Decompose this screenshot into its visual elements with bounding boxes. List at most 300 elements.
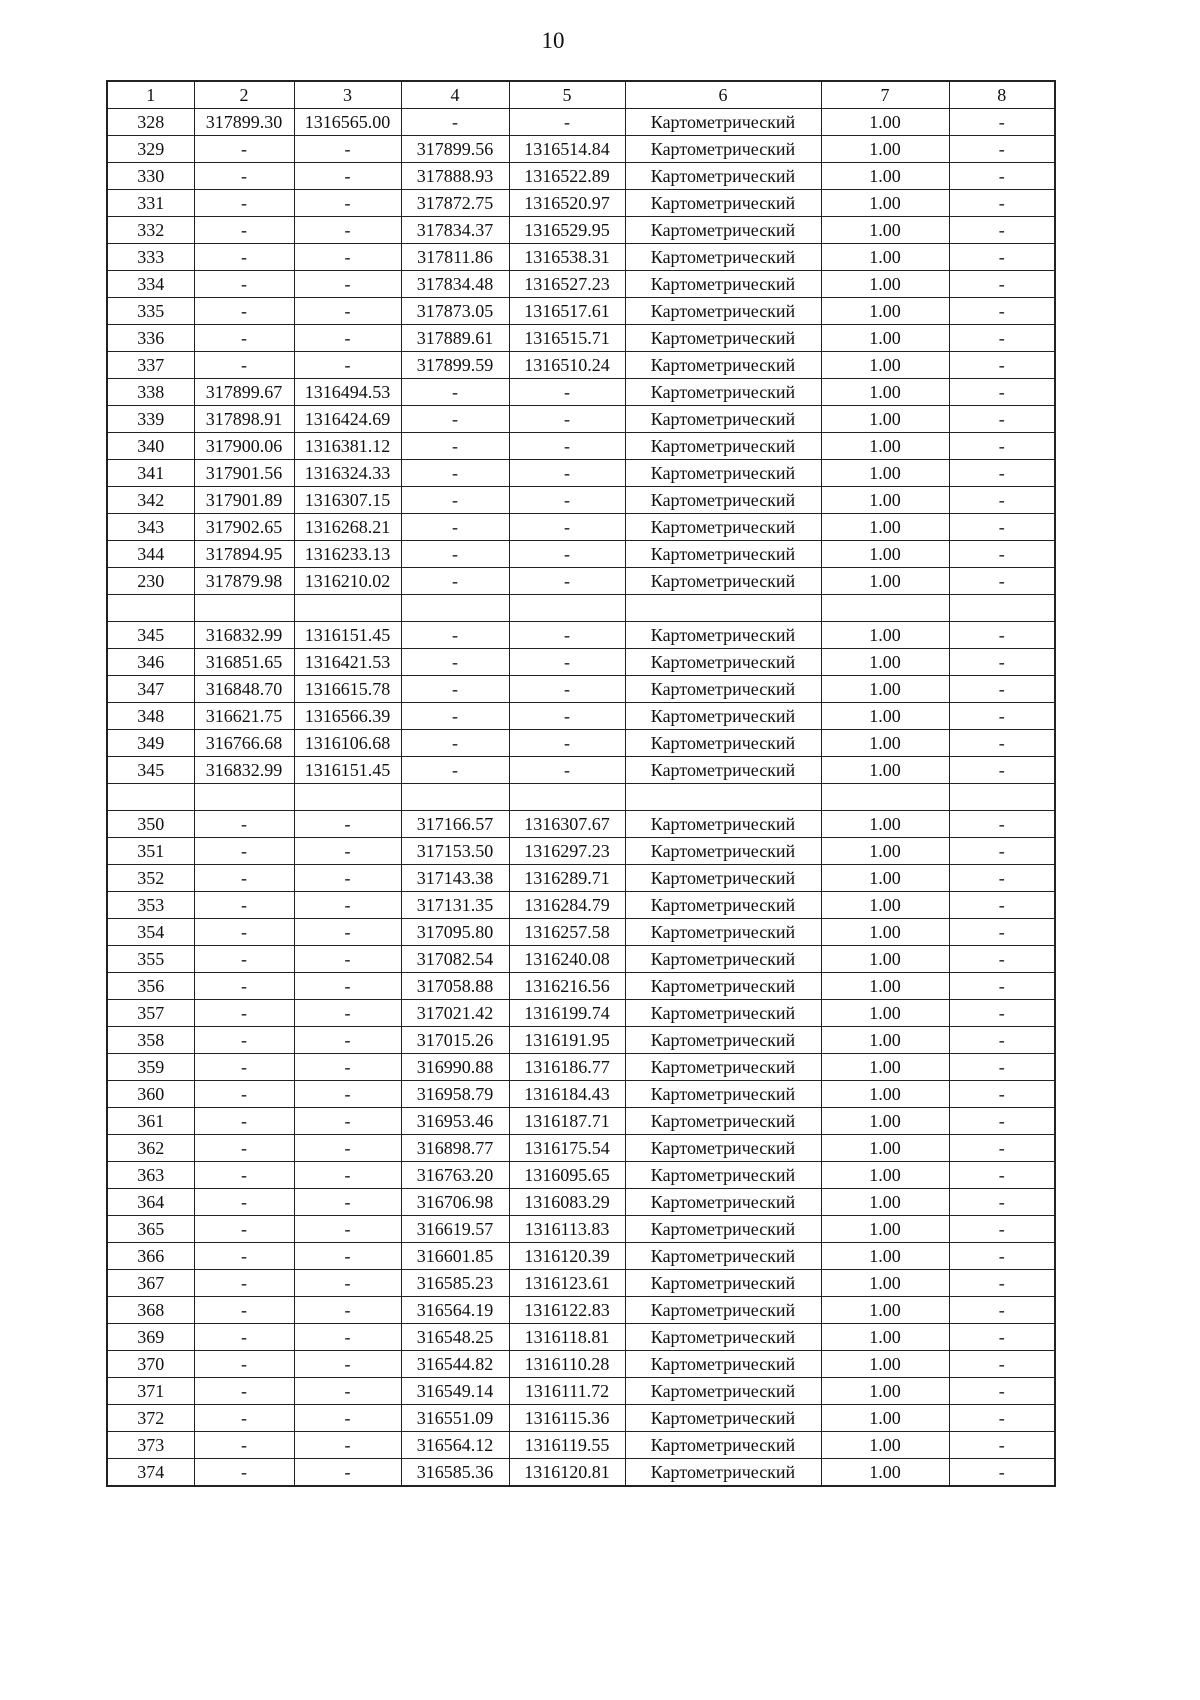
table-cell: - xyxy=(949,1378,1055,1405)
table-cell xyxy=(821,595,949,622)
table-cell: - xyxy=(194,1216,294,1243)
table-cell: Картометрический xyxy=(625,325,821,352)
table-cell: 332 xyxy=(107,217,194,244)
table-cell: - xyxy=(194,1081,294,1108)
table-cell: Картометрический xyxy=(625,1027,821,1054)
table-cell: 1316083.29 xyxy=(509,1189,625,1216)
table-cell: - xyxy=(294,1000,401,1027)
table-cell: 316544.82 xyxy=(401,1351,509,1378)
table-row xyxy=(107,1081,1055,1108)
table-cell: 317021.42 xyxy=(401,1000,509,1027)
table-cell xyxy=(107,595,194,622)
table-cell: - xyxy=(194,1189,294,1216)
table-cell: 1.00 xyxy=(821,541,949,568)
table-cell: 355 xyxy=(107,946,194,973)
table-row xyxy=(107,811,1055,838)
table-cell: 1316175.54 xyxy=(509,1135,625,1162)
table-cell: 1316520.97 xyxy=(509,190,625,217)
table-cell: 1316113.83 xyxy=(509,1216,625,1243)
table-row xyxy=(107,271,1055,298)
table-row xyxy=(107,1324,1055,1351)
table-cell: - xyxy=(194,1432,294,1459)
table-cell: Картометрический xyxy=(625,379,821,406)
table-cell: 316548.25 xyxy=(401,1324,509,1351)
table-cell: 343 xyxy=(107,514,194,541)
table-cell: Картометрический xyxy=(625,487,821,514)
table-cell: Картометрический xyxy=(625,514,821,541)
table-cell: - xyxy=(949,838,1055,865)
table-body xyxy=(107,81,1055,1486)
table-cell xyxy=(821,784,949,811)
table-cell: - xyxy=(194,1351,294,1378)
table-cell: 354 xyxy=(107,919,194,946)
table-cell: - xyxy=(294,163,401,190)
table-cell: 317899.67 xyxy=(194,379,294,406)
table-cell: 1316186.77 xyxy=(509,1054,625,1081)
table-cell: - xyxy=(294,271,401,298)
table-cell xyxy=(949,595,1055,622)
table-cell: 317900.06 xyxy=(194,433,294,460)
table-cell: 1.00 xyxy=(821,1189,949,1216)
table-cell: - xyxy=(194,1054,294,1081)
table-row xyxy=(107,1027,1055,1054)
table-row xyxy=(107,163,1055,190)
table-cell: Картометрический xyxy=(625,676,821,703)
table-cell: Картометрический xyxy=(625,703,821,730)
table-cell: 317058.88 xyxy=(401,973,509,1000)
table-cell: 370 xyxy=(107,1351,194,1378)
table-cell: 1316122.83 xyxy=(509,1297,625,1324)
table-cell: - xyxy=(401,379,509,406)
table-cell: 1316199.74 xyxy=(509,1000,625,1027)
table-cell: Картометрический xyxy=(625,1432,821,1459)
table-cell: - xyxy=(509,109,625,136)
table-cell: - xyxy=(294,1027,401,1054)
table-cell: - xyxy=(294,1297,401,1324)
table-cell: 316564.12 xyxy=(401,1432,509,1459)
table-row xyxy=(107,217,1055,244)
table-cell: - xyxy=(509,757,625,784)
table-cell: 344 xyxy=(107,541,194,568)
table-cell: 1316115.36 xyxy=(509,1405,625,1432)
table-cell: - xyxy=(294,1243,401,1270)
table-cell: Картометрический xyxy=(625,1270,821,1297)
table-cell: - xyxy=(194,973,294,1000)
table-cell: - xyxy=(949,1189,1055,1216)
table-cell: 1.00 xyxy=(821,1108,949,1135)
table-cell: 316953.46 xyxy=(401,1108,509,1135)
table-row xyxy=(107,109,1055,136)
table-cell: 316564.19 xyxy=(401,1297,509,1324)
table-cell: 1316297.23 xyxy=(509,838,625,865)
table-cell: 365 xyxy=(107,1216,194,1243)
table-cell: - xyxy=(949,1459,1055,1487)
table-cell: 1.00 xyxy=(821,1459,949,1487)
table-cell: 1.00 xyxy=(821,244,949,271)
table-cell: Картометрический xyxy=(625,1135,821,1162)
table-cell: 317095.80 xyxy=(401,919,509,946)
table-cell: 317899.30 xyxy=(194,109,294,136)
table-cell: 333 xyxy=(107,244,194,271)
table-cell: - xyxy=(949,1243,1055,1270)
header-cell: 2 xyxy=(194,81,294,109)
table-cell: - xyxy=(949,1135,1055,1162)
table-cell: Картометрический xyxy=(625,298,821,325)
table-cell: 316585.36 xyxy=(401,1459,509,1487)
table-cell: - xyxy=(294,1081,401,1108)
table-row xyxy=(107,1459,1055,1487)
table-cell: - xyxy=(194,865,294,892)
table-cell: 1316110.28 xyxy=(509,1351,625,1378)
table-cell: - xyxy=(294,1108,401,1135)
table-cell: 346 xyxy=(107,649,194,676)
table-cell: - xyxy=(949,1162,1055,1189)
table-cell: 1.00 xyxy=(821,1162,949,1189)
table-cell: - xyxy=(194,1324,294,1351)
table-cell: - xyxy=(294,298,401,325)
table-cell: - xyxy=(194,352,294,379)
table-cell: 1316123.61 xyxy=(509,1270,625,1297)
table-row xyxy=(107,1243,1055,1270)
table-cell: - xyxy=(949,1270,1055,1297)
table-cell: 348 xyxy=(107,703,194,730)
table-cell: 317153.50 xyxy=(401,838,509,865)
separator-row xyxy=(107,784,1055,811)
table-cell: - xyxy=(949,136,1055,163)
table-cell: - xyxy=(949,352,1055,379)
table-cell: - xyxy=(949,190,1055,217)
table-cell: - xyxy=(949,811,1055,838)
table-cell: - xyxy=(949,379,1055,406)
table-cell: Картометрический xyxy=(625,865,821,892)
table-row xyxy=(107,487,1055,514)
table-cell: - xyxy=(509,487,625,514)
table-cell: 373 xyxy=(107,1432,194,1459)
table-cell: Картометрический xyxy=(625,433,821,460)
table-cell: - xyxy=(949,109,1055,136)
table-cell: - xyxy=(294,352,401,379)
table-cell: 317015.26 xyxy=(401,1027,509,1054)
table-cell: 317143.38 xyxy=(401,865,509,892)
table-cell: Картометрический xyxy=(625,946,821,973)
table-cell: 1.00 xyxy=(821,163,949,190)
table-cell: 316763.20 xyxy=(401,1162,509,1189)
table-cell: 350 xyxy=(107,811,194,838)
table-row xyxy=(107,1405,1055,1432)
table-cell: Картометрический xyxy=(625,136,821,163)
table-cell: Картометрический xyxy=(625,1000,821,1027)
table-cell: - xyxy=(509,514,625,541)
table-cell: 1.00 xyxy=(821,730,949,757)
table-row xyxy=(107,190,1055,217)
table-cell: 316601.85 xyxy=(401,1243,509,1270)
table-cell: 356 xyxy=(107,973,194,1000)
table-cell: 317901.89 xyxy=(194,487,294,514)
table-cell: 316832.99 xyxy=(194,757,294,784)
table-cell: 1316151.45 xyxy=(294,757,401,784)
table-cell: 369 xyxy=(107,1324,194,1351)
table-row xyxy=(107,1351,1055,1378)
table-cell: - xyxy=(949,568,1055,595)
table-cell: - xyxy=(194,1135,294,1162)
table-cell: 317899.59 xyxy=(401,352,509,379)
table-cell: 359 xyxy=(107,1054,194,1081)
table-row xyxy=(107,1378,1055,1405)
table-cell: 366 xyxy=(107,1243,194,1270)
table-cell: - xyxy=(194,946,294,973)
table-cell: - xyxy=(294,973,401,1000)
table-cell: - xyxy=(294,1324,401,1351)
table-cell: - xyxy=(401,460,509,487)
table-cell: 317873.05 xyxy=(401,298,509,325)
table-cell: 1.00 xyxy=(821,1135,949,1162)
table-cell: - xyxy=(294,1162,401,1189)
table-cell: - xyxy=(509,379,625,406)
table-cell: - xyxy=(949,703,1055,730)
table-cell: - xyxy=(949,1324,1055,1351)
table-cell: 1.00 xyxy=(821,1243,949,1270)
table-row xyxy=(107,406,1055,433)
table-cell: - xyxy=(194,1297,294,1324)
table-cell: - xyxy=(401,703,509,730)
table-cell: 316848.70 xyxy=(194,676,294,703)
table-cell: - xyxy=(401,622,509,649)
table-row xyxy=(107,1162,1055,1189)
table-cell: - xyxy=(509,622,625,649)
table-cell: - xyxy=(509,541,625,568)
table-row xyxy=(107,244,1055,271)
table-cell: - xyxy=(401,568,509,595)
separator-row xyxy=(107,595,1055,622)
table-cell: Картометрический xyxy=(625,109,821,136)
table-row xyxy=(107,649,1055,676)
table-cell: 1316284.79 xyxy=(509,892,625,919)
table-row xyxy=(107,433,1055,460)
table-cell: Картометрический xyxy=(625,1324,821,1351)
table-row xyxy=(107,865,1055,892)
table-cell: 1316095.65 xyxy=(509,1162,625,1189)
table-cell: 1.00 xyxy=(821,325,949,352)
table-row xyxy=(107,1054,1055,1081)
table-cell: 1.00 xyxy=(821,838,949,865)
table-cell: 1.00 xyxy=(821,271,949,298)
table-cell: 230 xyxy=(107,568,194,595)
table-cell: 368 xyxy=(107,1297,194,1324)
table-cell: - xyxy=(401,487,509,514)
table-cell: 1316289.71 xyxy=(509,865,625,892)
table-cell: - xyxy=(949,163,1055,190)
table-row xyxy=(107,136,1055,163)
table-cell: - xyxy=(294,1054,401,1081)
table-cell: 1.00 xyxy=(821,946,949,973)
table-cell: - xyxy=(294,811,401,838)
table-cell: 1316421.53 xyxy=(294,649,401,676)
table-cell: Картометрический xyxy=(625,352,821,379)
table-cell: - xyxy=(401,514,509,541)
table-cell: - xyxy=(194,1405,294,1432)
table-row xyxy=(107,1189,1055,1216)
table-row xyxy=(107,1135,1055,1162)
table-cell: Картометрический xyxy=(625,1081,821,1108)
table-row xyxy=(107,1000,1055,1027)
table-cell: 367 xyxy=(107,1270,194,1297)
table-cell: 372 xyxy=(107,1405,194,1432)
table-cell: 351 xyxy=(107,838,194,865)
table-cell: 1.00 xyxy=(821,1216,949,1243)
table-cell: 1316324.33 xyxy=(294,460,401,487)
table-cell xyxy=(294,595,401,622)
table-cell: Картометрический xyxy=(625,757,821,784)
table-cell: Картометрический xyxy=(625,1405,821,1432)
header-cell: 3 xyxy=(294,81,401,109)
table-row xyxy=(107,1270,1055,1297)
table-cell: 317888.93 xyxy=(401,163,509,190)
table-cell: - xyxy=(294,865,401,892)
table-cell: 317834.37 xyxy=(401,217,509,244)
table-cell: 336 xyxy=(107,325,194,352)
table-cell: 1.00 xyxy=(821,136,949,163)
header-cell: 1 xyxy=(107,81,194,109)
table-cell: 1316187.71 xyxy=(509,1108,625,1135)
table-cell: 1316257.58 xyxy=(509,919,625,946)
table-cell: 334 xyxy=(107,271,194,298)
table-cell: - xyxy=(294,1405,401,1432)
table-cell: Картометрический xyxy=(625,1243,821,1270)
table-cell xyxy=(294,784,401,811)
table-cell: 1316307.15 xyxy=(294,487,401,514)
table-cell: Картометрический xyxy=(625,649,821,676)
table-cell: 349 xyxy=(107,730,194,757)
table-row xyxy=(107,325,1055,352)
table-cell: 317894.95 xyxy=(194,541,294,568)
table-cell: - xyxy=(194,1378,294,1405)
table-cell: 1316216.56 xyxy=(509,973,625,1000)
table-row xyxy=(107,379,1055,406)
table-cell: 353 xyxy=(107,892,194,919)
coordinates-table xyxy=(106,80,1056,1487)
header-cell: 4 xyxy=(401,81,509,109)
table-cell: Картометрический xyxy=(625,838,821,865)
table-cell: 317834.48 xyxy=(401,271,509,298)
table-cell: - xyxy=(401,649,509,676)
table-cell: - xyxy=(194,298,294,325)
table-cell: 1.00 xyxy=(821,352,949,379)
table-cell: 1316510.24 xyxy=(509,352,625,379)
table-cell: - xyxy=(949,1432,1055,1459)
table-cell: - xyxy=(509,406,625,433)
table-cell: 1.00 xyxy=(821,514,949,541)
table-row xyxy=(107,568,1055,595)
table-cell: 1316566.39 xyxy=(294,703,401,730)
table-cell: - xyxy=(194,811,294,838)
table-cell: 362 xyxy=(107,1135,194,1162)
table-cell: 1316424.69 xyxy=(294,406,401,433)
table-row xyxy=(107,460,1055,487)
table-row xyxy=(107,352,1055,379)
table-cell: - xyxy=(194,325,294,352)
table-cell: 1316517.61 xyxy=(509,298,625,325)
table-cell: Картометрический xyxy=(625,622,821,649)
table-cell: 1.00 xyxy=(821,1351,949,1378)
table-cell: 358 xyxy=(107,1027,194,1054)
table-row xyxy=(107,514,1055,541)
table-cell: - xyxy=(949,730,1055,757)
table-cell: 317166.57 xyxy=(401,811,509,838)
table-cell: 1.00 xyxy=(821,460,949,487)
table-cell: Картометрический xyxy=(625,1378,821,1405)
table-cell: Картометрический xyxy=(625,730,821,757)
table-cell: 1.00 xyxy=(821,1000,949,1027)
table-row xyxy=(107,1432,1055,1459)
table-cell xyxy=(625,784,821,811)
header-cell: 8 xyxy=(949,81,1055,109)
table-cell: - xyxy=(401,730,509,757)
table-cell: - xyxy=(294,1432,401,1459)
table-cell: 1.00 xyxy=(821,865,949,892)
table-cell: - xyxy=(949,1405,1055,1432)
table-row xyxy=(107,730,1055,757)
table-cell: 1.00 xyxy=(821,1405,949,1432)
table-cell: 341 xyxy=(107,460,194,487)
table-row xyxy=(107,838,1055,865)
table-cell: - xyxy=(949,1000,1055,1027)
table-cell: - xyxy=(509,568,625,595)
table-cell: - xyxy=(194,1459,294,1487)
table-cell: - xyxy=(194,1027,294,1054)
table-cell: 316990.88 xyxy=(401,1054,509,1081)
table-cell: - xyxy=(949,271,1055,298)
table-cell: Картометрический xyxy=(625,1108,821,1135)
table-cell: 328 xyxy=(107,109,194,136)
table-cell: Картометрический xyxy=(625,217,821,244)
table-cell: - xyxy=(949,514,1055,541)
table-cell: Картометрический xyxy=(625,1459,821,1487)
table-cell: 352 xyxy=(107,865,194,892)
table-cell: 316549.14 xyxy=(401,1378,509,1405)
table-cell: 1316381.12 xyxy=(294,433,401,460)
table-cell: 1.00 xyxy=(821,568,949,595)
table-cell: 1.00 xyxy=(821,1270,949,1297)
table-cell: 317872.75 xyxy=(401,190,509,217)
table-cell xyxy=(949,784,1055,811)
table-cell: 1316529.95 xyxy=(509,217,625,244)
table-row xyxy=(107,973,1055,1000)
table-cell: - xyxy=(949,325,1055,352)
table-cell: - xyxy=(194,1243,294,1270)
table-cell: 1.00 xyxy=(821,379,949,406)
table-cell: 316621.75 xyxy=(194,703,294,730)
table-cell: 1.00 xyxy=(821,190,949,217)
table-header-row xyxy=(107,81,1055,109)
table-row xyxy=(107,1216,1055,1243)
table-cell: - xyxy=(949,1297,1055,1324)
table-cell: - xyxy=(194,217,294,244)
table-cell: - xyxy=(194,892,294,919)
table-cell: 1.00 xyxy=(821,487,949,514)
page-number: 10 xyxy=(541,28,565,53)
table-cell: 335 xyxy=(107,298,194,325)
table-cell: - xyxy=(194,1162,294,1189)
table-cell: 337 xyxy=(107,352,194,379)
table-cell: - xyxy=(949,1027,1055,1054)
table-cell: 1.00 xyxy=(821,109,949,136)
table-cell: 374 xyxy=(107,1459,194,1487)
table-cell: Картометрический xyxy=(625,973,821,1000)
table-cell: 317899.56 xyxy=(401,136,509,163)
table-cell: 1.00 xyxy=(821,919,949,946)
table-cell: 345 xyxy=(107,622,194,649)
table-cell: - xyxy=(949,757,1055,784)
